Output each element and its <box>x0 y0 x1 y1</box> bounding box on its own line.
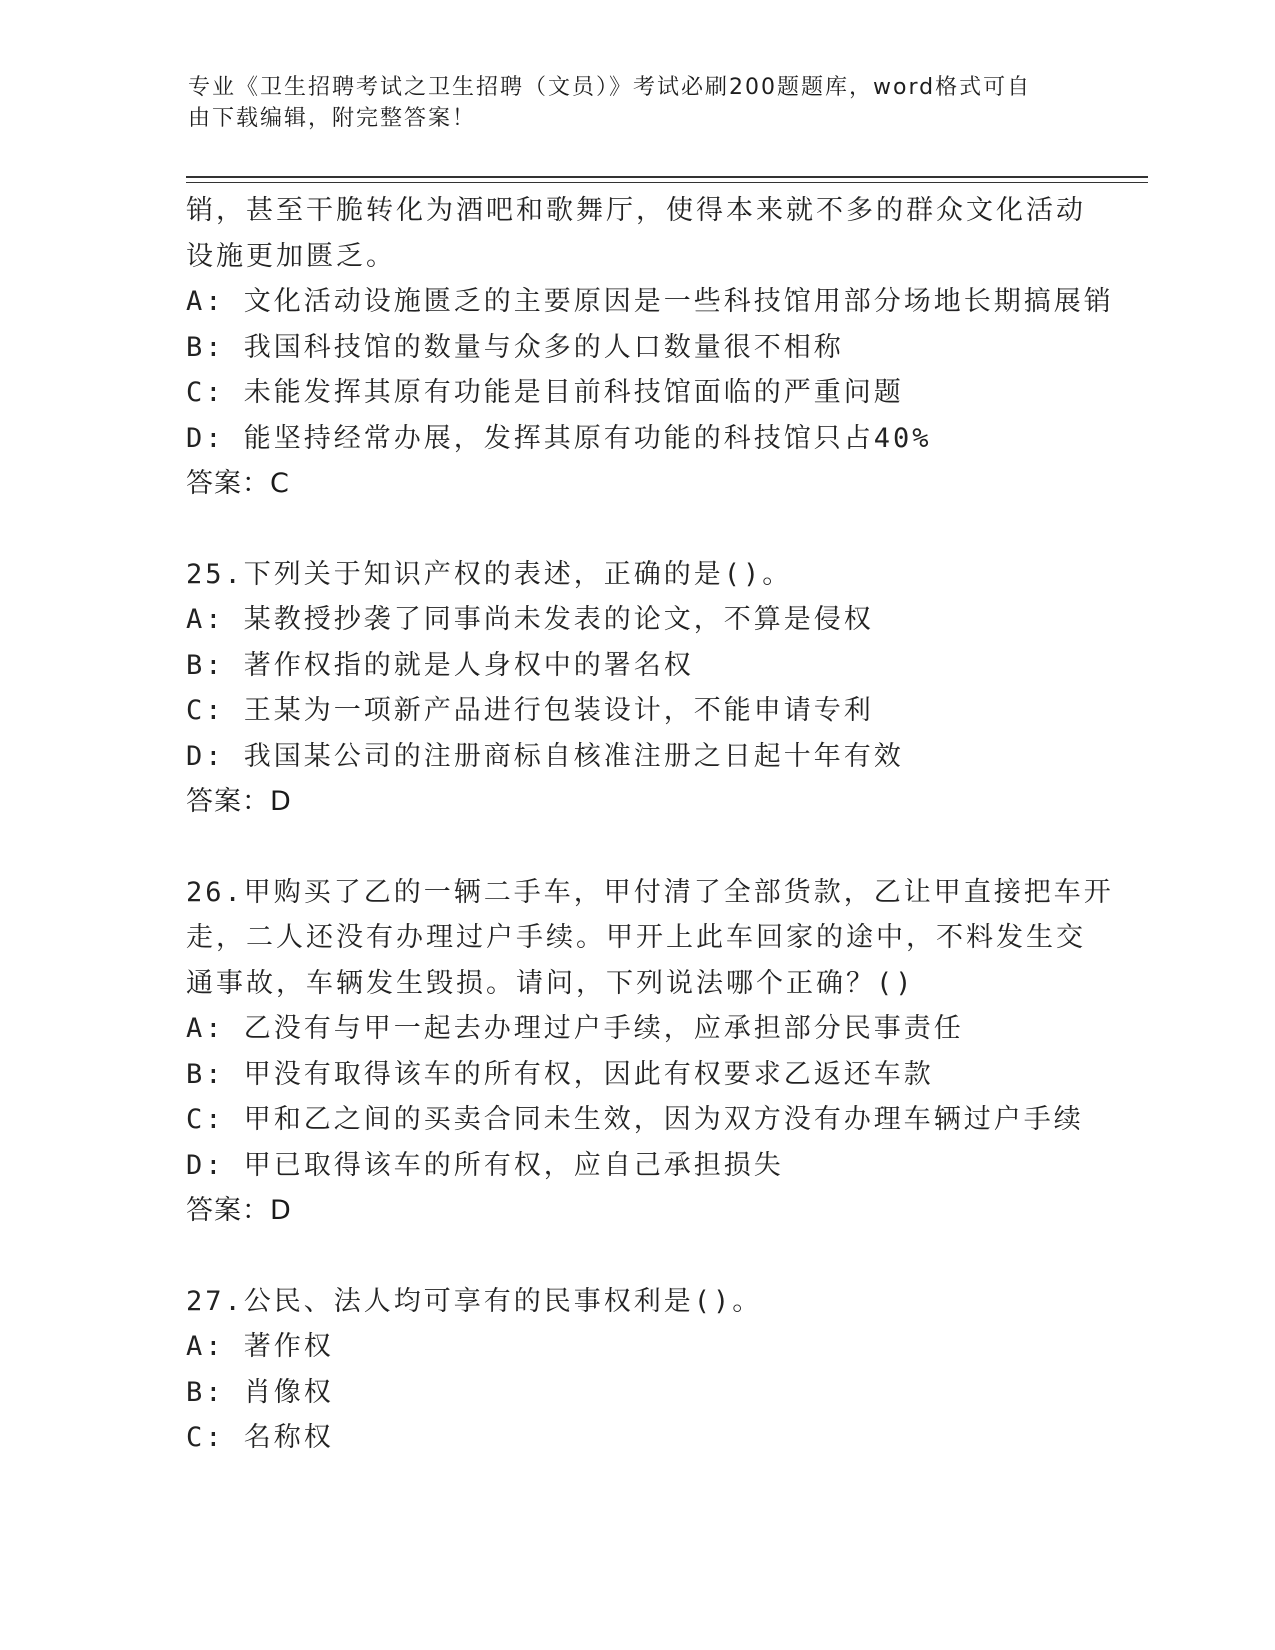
answer-line: 答案：C <box>186 468 290 499</box>
header-line-1: 专业《卫生招聘考试之卫生招聘（文员）》考试必刷200题题库，word格式可自 <box>188 75 1032 100</box>
option-d: D: 我国某公司的注册商标自核准注册之日起十年有效 <box>186 740 904 772</box>
option-a: A: 著作权 <box>186 1331 334 1362</box>
answer-line: 答案：D <box>186 1195 292 1226</box>
option-c: C: 王某为一项新产品进行包装设计，不能申请专利 <box>186 695 874 726</box>
page-header <box>188 72 1068 134</box>
spacer <box>186 507 1126 552</box>
question-25 <box>186 552 1126 825</box>
question-24-continued <box>186 188 1126 507</box>
question-text-line: 走，二人还没有办理过户手续。甲开上此车回家的途中，不料发生交 <box>186 922 1086 953</box>
option-d: D: 能坚持经常办展，发挥其原有功能的科技馆只占40% <box>186 422 932 454</box>
question-27 <box>186 1279 1126 1461</box>
header-line-2: 由下载编辑，附完整答案！ <box>188 106 477 131</box>
header-divider-thin <box>186 182 1148 183</box>
option-a: A: 乙没有与甲一起去办理过户手续，应承担部分民事责任 <box>186 1013 964 1044</box>
question-26 <box>186 870 1126 1234</box>
option-b: B: 著作权指的就是人身权中的署名权 <box>186 649 694 681</box>
option-c: C: 未能发挥其原有功能是目前科技馆面临的严重问题 <box>186 377 904 408</box>
answer-line: 答案：D <box>186 786 292 817</box>
spacer <box>186 1234 1126 1279</box>
question-text-line: 25.下列关于知识产权的表述，正确的是()。 <box>186 558 793 590</box>
option-b: B: 肖像权 <box>186 1376 334 1408</box>
option-c: C: 甲和乙之间的买卖合同未生效，因为双方没有办理车辆过户手续 <box>186 1104 1084 1135</box>
header-divider-thick <box>186 176 1148 178</box>
option-c: C: 名称权 <box>186 1422 334 1453</box>
spacer <box>186 825 1126 870</box>
option-d: D: 甲已取得该车的所有权，应自己承担损失 <box>186 1149 784 1181</box>
option-b: B: 我国科技馆的数量与众多的人口数量很不相称 <box>186 331 844 363</box>
option-a: A: 文化活动设施匮乏的主要原因是一些科技馆用部分场地长期搞展销 <box>186 286 1114 317</box>
question-text-line: 通事故，车辆发生毁损。请问，下列说法哪个正确？() <box>186 967 915 999</box>
question-text-line: 26.甲购买了乙的一辆二手车，甲付清了全部货款，乙让甲直接把车开 <box>186 876 1114 908</box>
question-text-line: 27.公民、法人均可享有的民事权利是()。 <box>186 1285 763 1317</box>
option-a: A: 某教授抄袭了同事尚未发表的论文，不算是侵权 <box>186 604 874 635</box>
question-text-line: 销，甚至干脆转化为酒吧和歌舞厅，使得本来就不多的群众文化活动 <box>186 195 1086 226</box>
question-content <box>186 188 1126 1461</box>
option-b: B: 甲没有取得该车的所有权，因此有权要求乙返还车款 <box>186 1058 934 1090</box>
question-text-line: 设施更加匮乏。 <box>186 240 396 272</box>
